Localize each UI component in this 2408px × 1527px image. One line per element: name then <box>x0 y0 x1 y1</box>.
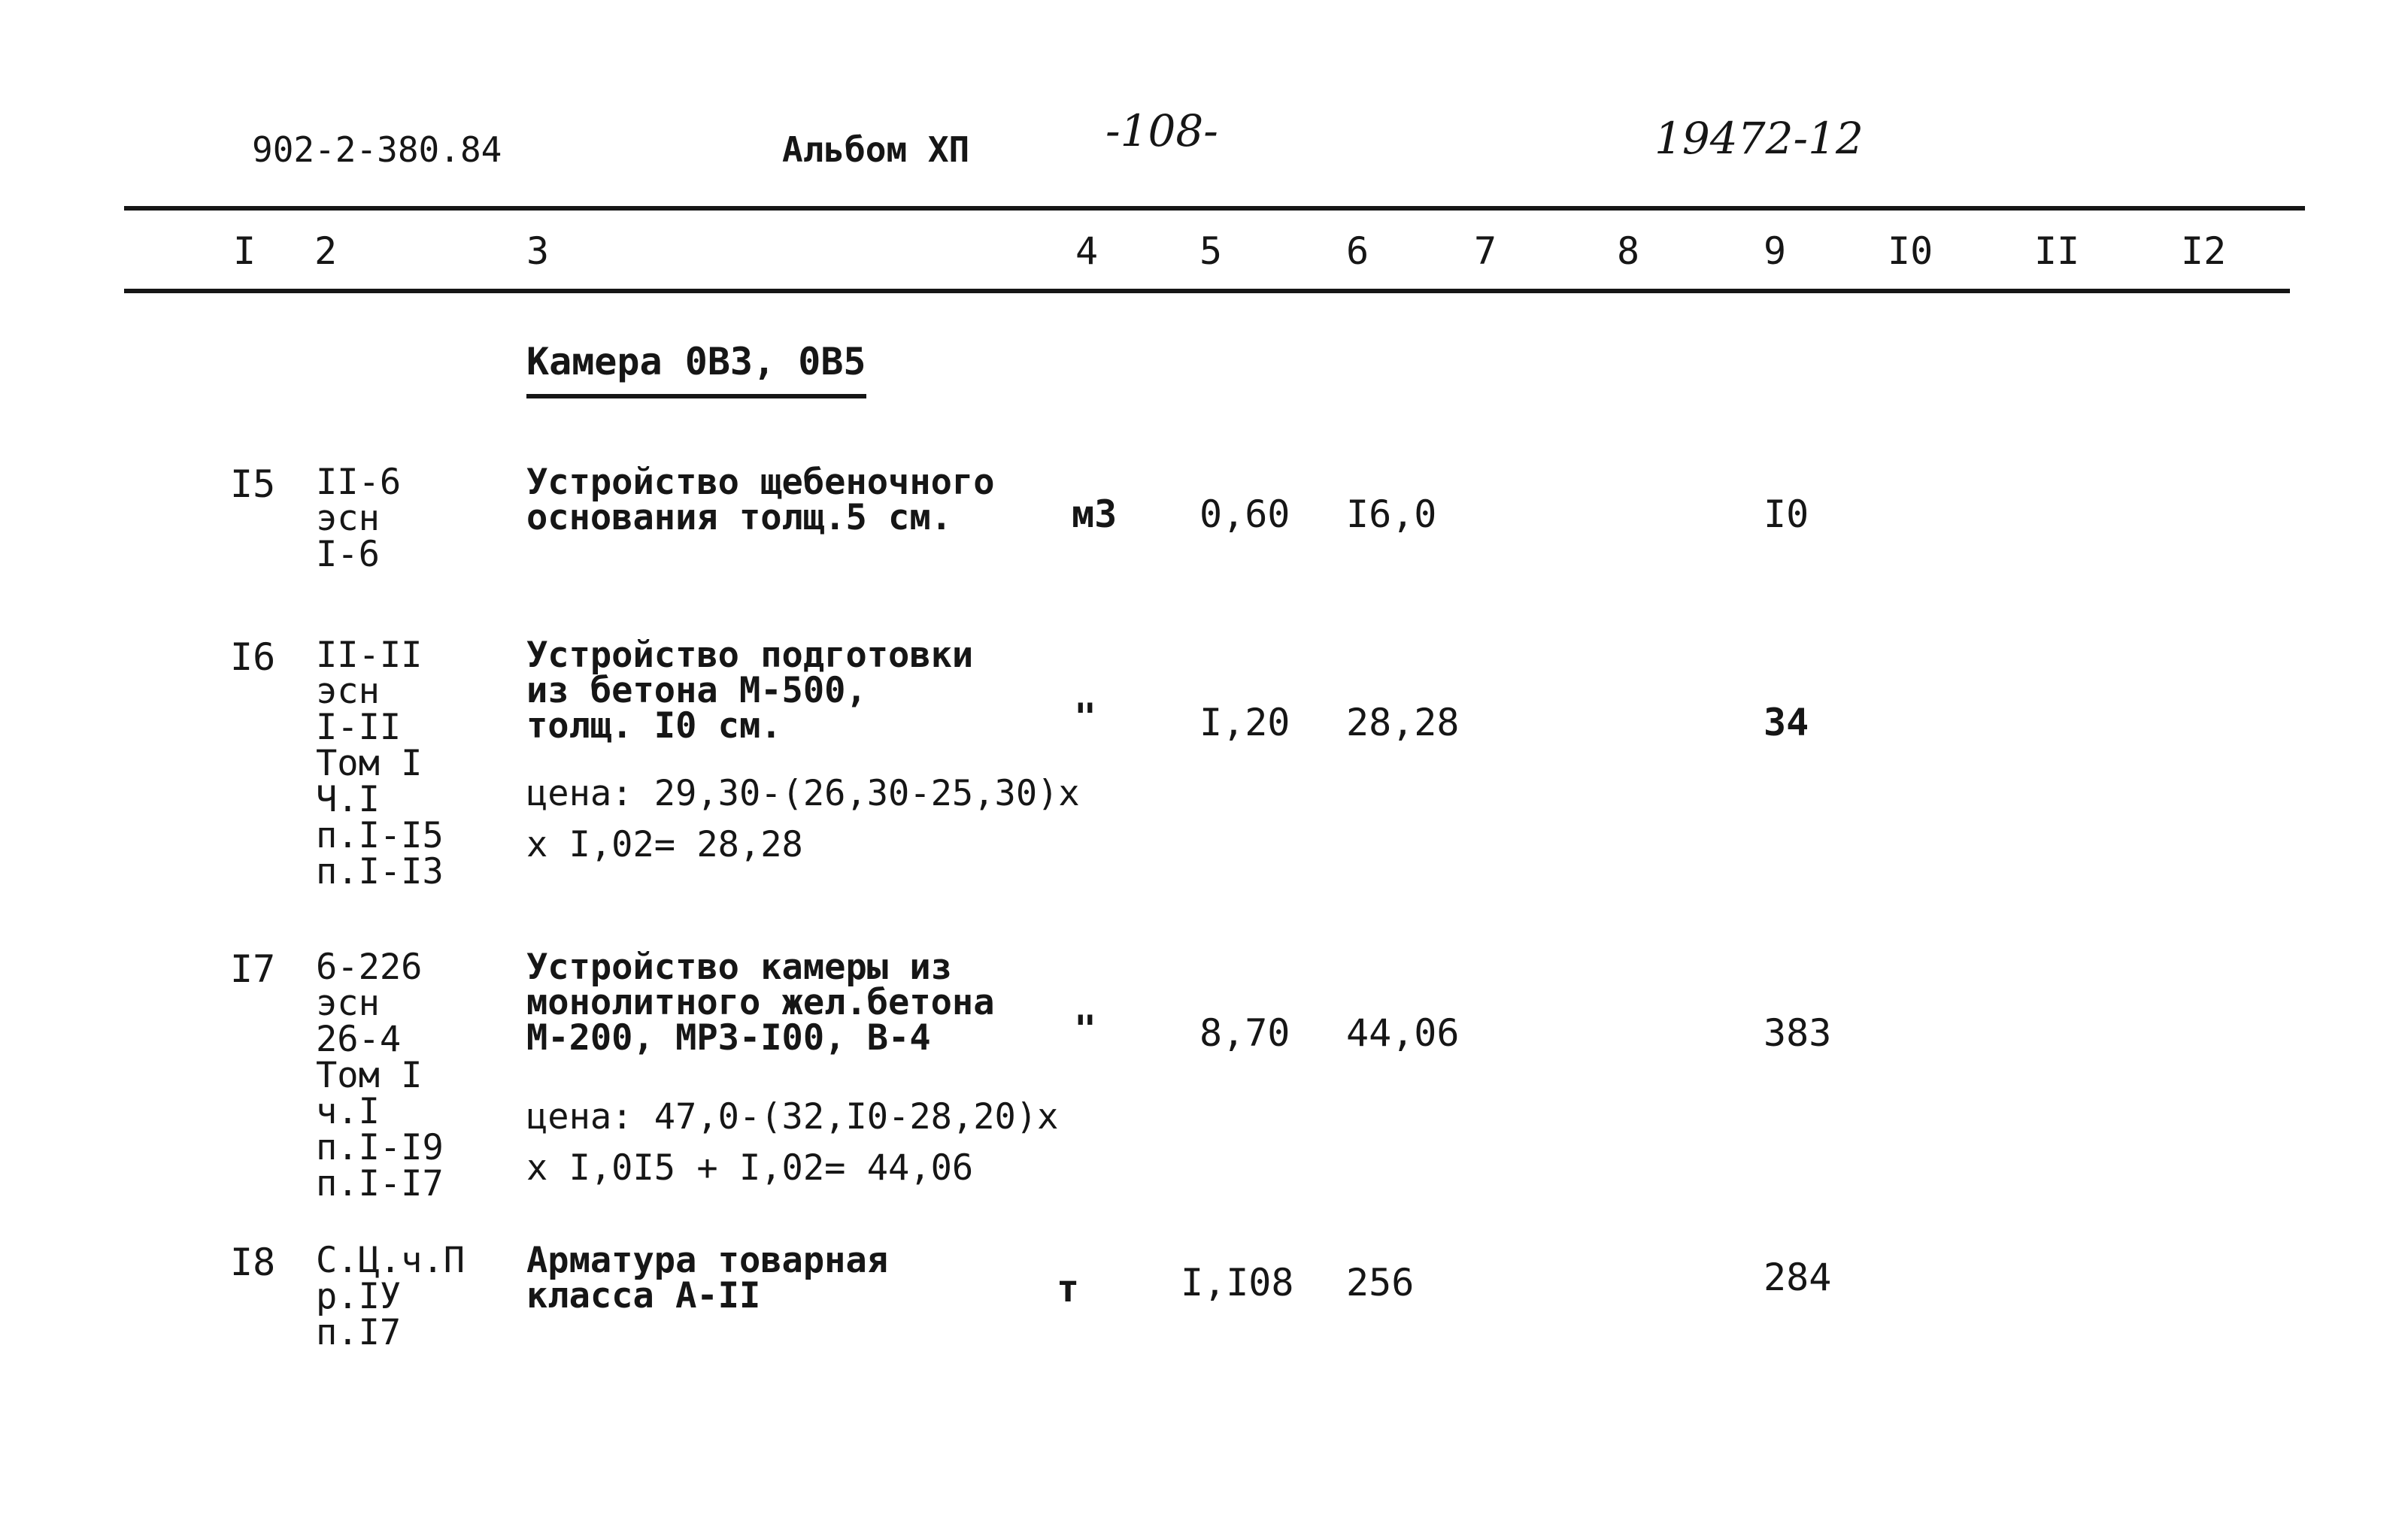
top-rule <box>124 206 2305 211</box>
row-code <box>316 1240 466 1353</box>
code-line: эсн <box>316 983 380 1024</box>
section-title: Камера 0В3, 0В5 <box>526 340 866 398</box>
row-description <box>526 947 995 1059</box>
code-line: 26-4 <box>316 1019 402 1060</box>
description-line: Устройство камеры из <box>526 947 952 988</box>
row-code <box>316 635 444 892</box>
code-line: Ч.I <box>316 779 380 820</box>
row-unit: т <box>1057 1267 1080 1310</box>
row-unit: " <box>1074 695 1097 739</box>
code-line: 6-226 <box>316 947 423 988</box>
column-header-8: 8 <box>1617 229 1640 273</box>
row-code <box>316 462 402 575</box>
column-header-11: II <box>2034 229 2080 273</box>
row-description <box>526 1240 889 1316</box>
row-total: 34 <box>1764 701 1809 744</box>
row-description <box>526 462 995 538</box>
code-line: р.IУ <box>316 1276 402 1317</box>
row-quantity: I,I08 <box>1181 1261 1294 1304</box>
row-quantity: I,20 <box>1199 701 1290 744</box>
description-line: класса А-II <box>526 1275 761 1316</box>
column-header-9: 9 <box>1764 229 1787 273</box>
formula-line: х I,02= 28,28 <box>526 824 803 865</box>
column-header-6: 6 <box>1346 229 1369 273</box>
description-line: из бетона М-500, <box>526 670 867 711</box>
description-line: Устройство щебеночного <box>526 462 995 503</box>
description-line: толщ. I0 см. <box>526 705 782 747</box>
code-line: п.I7 <box>316 1312 402 1353</box>
row-code <box>316 947 444 1204</box>
description-line: Арматура товарная <box>526 1240 889 1281</box>
code-line: эсн <box>316 671 380 712</box>
row-total: 383 <box>1764 1011 1832 1055</box>
code-line: п.I-I5 <box>316 815 444 856</box>
album-label: Альбом XП <box>782 129 970 170</box>
column-header-7: 7 <box>1474 229 1497 273</box>
row-number: I7 <box>230 947 276 991</box>
header-bottom-rule <box>124 289 2290 293</box>
code-line: I-6 <box>316 534 380 575</box>
description-line: Устройство подготовки <box>526 635 974 676</box>
code-line: С.Ц.ч.П <box>316 1240 466 1281</box>
row-number: I8 <box>230 1241 276 1284</box>
code-line: п.I-I3 <box>316 851 444 892</box>
description-line: основания толщ.5 см. <box>526 497 952 538</box>
row-unit-price: 256 <box>1346 1261 1415 1304</box>
row-unit: " <box>1074 1007 1097 1051</box>
code-line: ч.I <box>316 1091 380 1132</box>
code-line: п.I-I9 <box>316 1127 444 1168</box>
code-line: Том I <box>316 1055 423 1096</box>
row-total: I0 <box>1764 492 1809 536</box>
code-line: I-II <box>316 707 402 748</box>
code-line: Том I <box>316 743 423 784</box>
row-unit: м3 <box>1072 492 1118 536</box>
column-header-5: 5 <box>1199 229 1223 273</box>
code-line: II-6 <box>316 462 402 503</box>
column-header-10: I0 <box>1888 229 1933 273</box>
row-unit-price: I6,0 <box>1346 492 1437 536</box>
row-number: I5 <box>230 462 276 506</box>
row-unit-price: 28,28 <box>1346 701 1460 744</box>
code-line: эсн <box>316 498 380 539</box>
column-header-1: I <box>233 229 256 273</box>
row-price-formula <box>526 1092 1058 1194</box>
description-line: М-200, МРЗ-I00, В-4 <box>526 1017 931 1059</box>
row-description <box>526 635 974 747</box>
row-price-formula <box>526 768 1080 871</box>
formula-line: цена: 29,30-(26,30-25,30)х <box>526 773 1080 814</box>
column-header-12: I2 <box>2181 229 2227 273</box>
row-total: 284 <box>1764 1256 1832 1299</box>
row-number: I6 <box>230 635 276 679</box>
formula-line: цена: 47,0-(32,I0-28,20)х <box>526 1096 1059 1138</box>
formula-line: х I,0I5 + I,02= 44,06 <box>526 1147 974 1189</box>
column-header-3: 3 <box>526 229 550 273</box>
column-header-4: 4 <box>1075 229 1099 273</box>
description-line: монолитного жел.бетона <box>526 982 995 1023</box>
code-line: п.I-I7 <box>316 1163 444 1204</box>
page-number: -108- <box>1105 105 1218 156</box>
row-quantity: 0,60 <box>1199 492 1290 536</box>
doc-code: 902-2-380.84 <box>252 129 502 170</box>
handwritten-reference: 19472-12 <box>1654 113 1864 164</box>
column-header-2: 2 <box>314 229 338 273</box>
row-quantity: 8,70 <box>1199 1011 1290 1055</box>
row-unit-price: 44,06 <box>1346 1011 1460 1055</box>
code-line: II-II <box>316 635 423 676</box>
